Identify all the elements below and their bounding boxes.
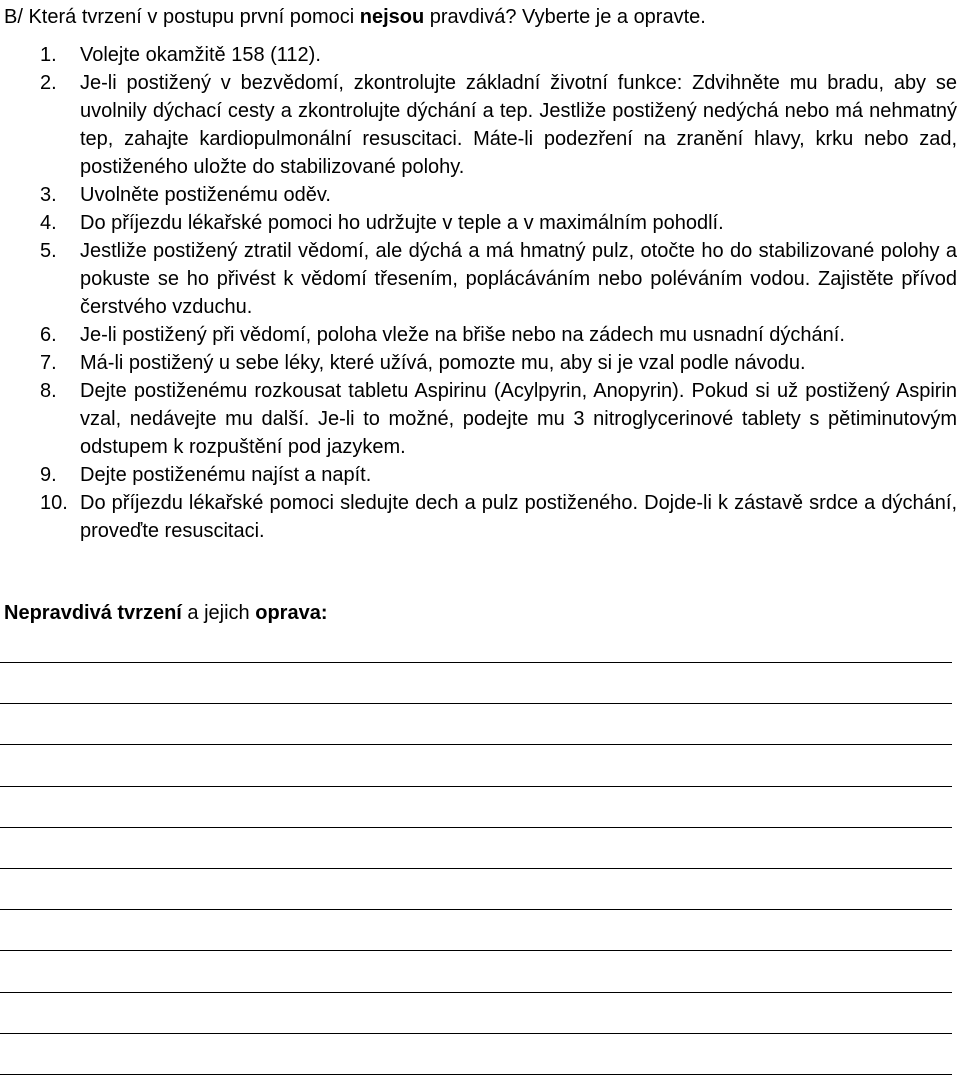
statement-number: 2. [40, 72, 57, 94]
statement-text: Uvolněte postiženému oděv. [80, 184, 331, 206]
answer-line[interactable] [0, 992, 952, 993]
statement-item-2 [0, 69, 960, 181]
statement-text: Má-li postižený u sebe léky, které užívá, pomozte mu, aby si je vzal podle návodu. [80, 352, 806, 374]
statement-text: Do příjezdu lékařské pomoci sledujte dech a pulz postiženého. Dojde-li k zástavě srdce a dýchání, proveďte resuscitaci. [80, 492, 957, 542]
heading-emphasis: nejsou [359, 6, 425, 28]
answer-line[interactable] [0, 827, 952, 828]
statement-text: Dejte postiženému najíst a napít. [80, 464, 372, 486]
statement-number: 10. [40, 492, 68, 514]
heading-suffix: pravdivá? Vyberte je a opravte. [424, 6, 706, 28]
statement-text: Je-li postižený při vědomí, poloha vleže na břiše nebo na zádech mu usnadní dýchání. [80, 324, 845, 346]
answer-line[interactable] [0, 868, 952, 869]
statement-item-4 [0, 209, 960, 237]
statement-item-6 [0, 321, 960, 349]
answer-line[interactable] [0, 703, 952, 704]
answer-line[interactable] [0, 662, 952, 663]
answer-line[interactable] [0, 909, 952, 910]
answer-line[interactable] [0, 744, 952, 745]
statement-number: 5. [40, 240, 57, 262]
statement-number: 8. [40, 380, 57, 402]
statement-item-8 [0, 377, 960, 461]
answer-heading-middle: a jejich [181, 602, 256, 624]
statement-item-7 [0, 349, 960, 377]
statement-number: 6. [40, 324, 57, 346]
answer-heading-bold-1: Nepravdivá tvrzení [4, 602, 182, 624]
answer-heading [4, 599, 327, 627]
statement-item-10 [0, 489, 960, 545]
statement-number: 9. [40, 464, 57, 486]
statement-item-5 [0, 237, 960, 321]
statement-text: Jestliže postižený ztratil vědomí, ale dýchá a má hmatný pulz, otočte ho do stabilizované polohy a pokuste se ho přivést k vědomí třesením, poplácáváním nebo poléváním vodou. Zajistěte přívod čerstvého vzduchu. [80, 240, 957, 318]
heading-prefix: B/ Která tvrzení v postupu první pomoci [4, 6, 360, 28]
statement-text: Do příjezdu lékařské pomoci ho udržujte v teple a v maximálním pohodlí. [80, 212, 724, 234]
answer-heading-bold-2: oprava: [255, 602, 328, 624]
statement-number: 7. [40, 352, 57, 374]
answer-line[interactable] [0, 1074, 952, 1075]
statement-text: Dejte postiženému rozkousat tabletu Aspirinu (Acylpyrin, Anopyrin). Pokud si už postižený Aspirin vzal, nedávejte mu další. Je-li to možné, podejte mu 3 nitroglycerinové tablety s pětiminutovým odstupem k rozpuštění pod jazykem. [80, 380, 957, 458]
statement-number: 4. [40, 212, 57, 234]
answer-line[interactable] [0, 786, 952, 787]
question-heading [4, 3, 706, 31]
answer-line[interactable] [0, 950, 952, 951]
statement-text: Volejte okamžitě 158 (112). [80, 44, 321, 66]
statement-item-1 [0, 41, 960, 69]
statement-number: 1. [40, 44, 57, 66]
statement-item-9 [0, 461, 960, 489]
statement-list [0, 41, 960, 545]
statement-item-3 [0, 181, 960, 209]
statement-text: Je-li postižený v bezvědomí, zkontrolujte základní životní funkce: Zdvihněte mu bradu, aby se uvolnily dýchací cesty a zkontrolujte dýchání a tep. Jestliže postižený nedýchá nebo má nehmatný tep, zahajte kardiopulmonální resuscitaci. Máte-li podezření na zranění hlavy, krku nebo zad, postiženého uložte do stabilizované polohy. [80, 72, 957, 178]
answer-line[interactable] [0, 1033, 952, 1034]
statement-number: 3. [40, 184, 57, 206]
